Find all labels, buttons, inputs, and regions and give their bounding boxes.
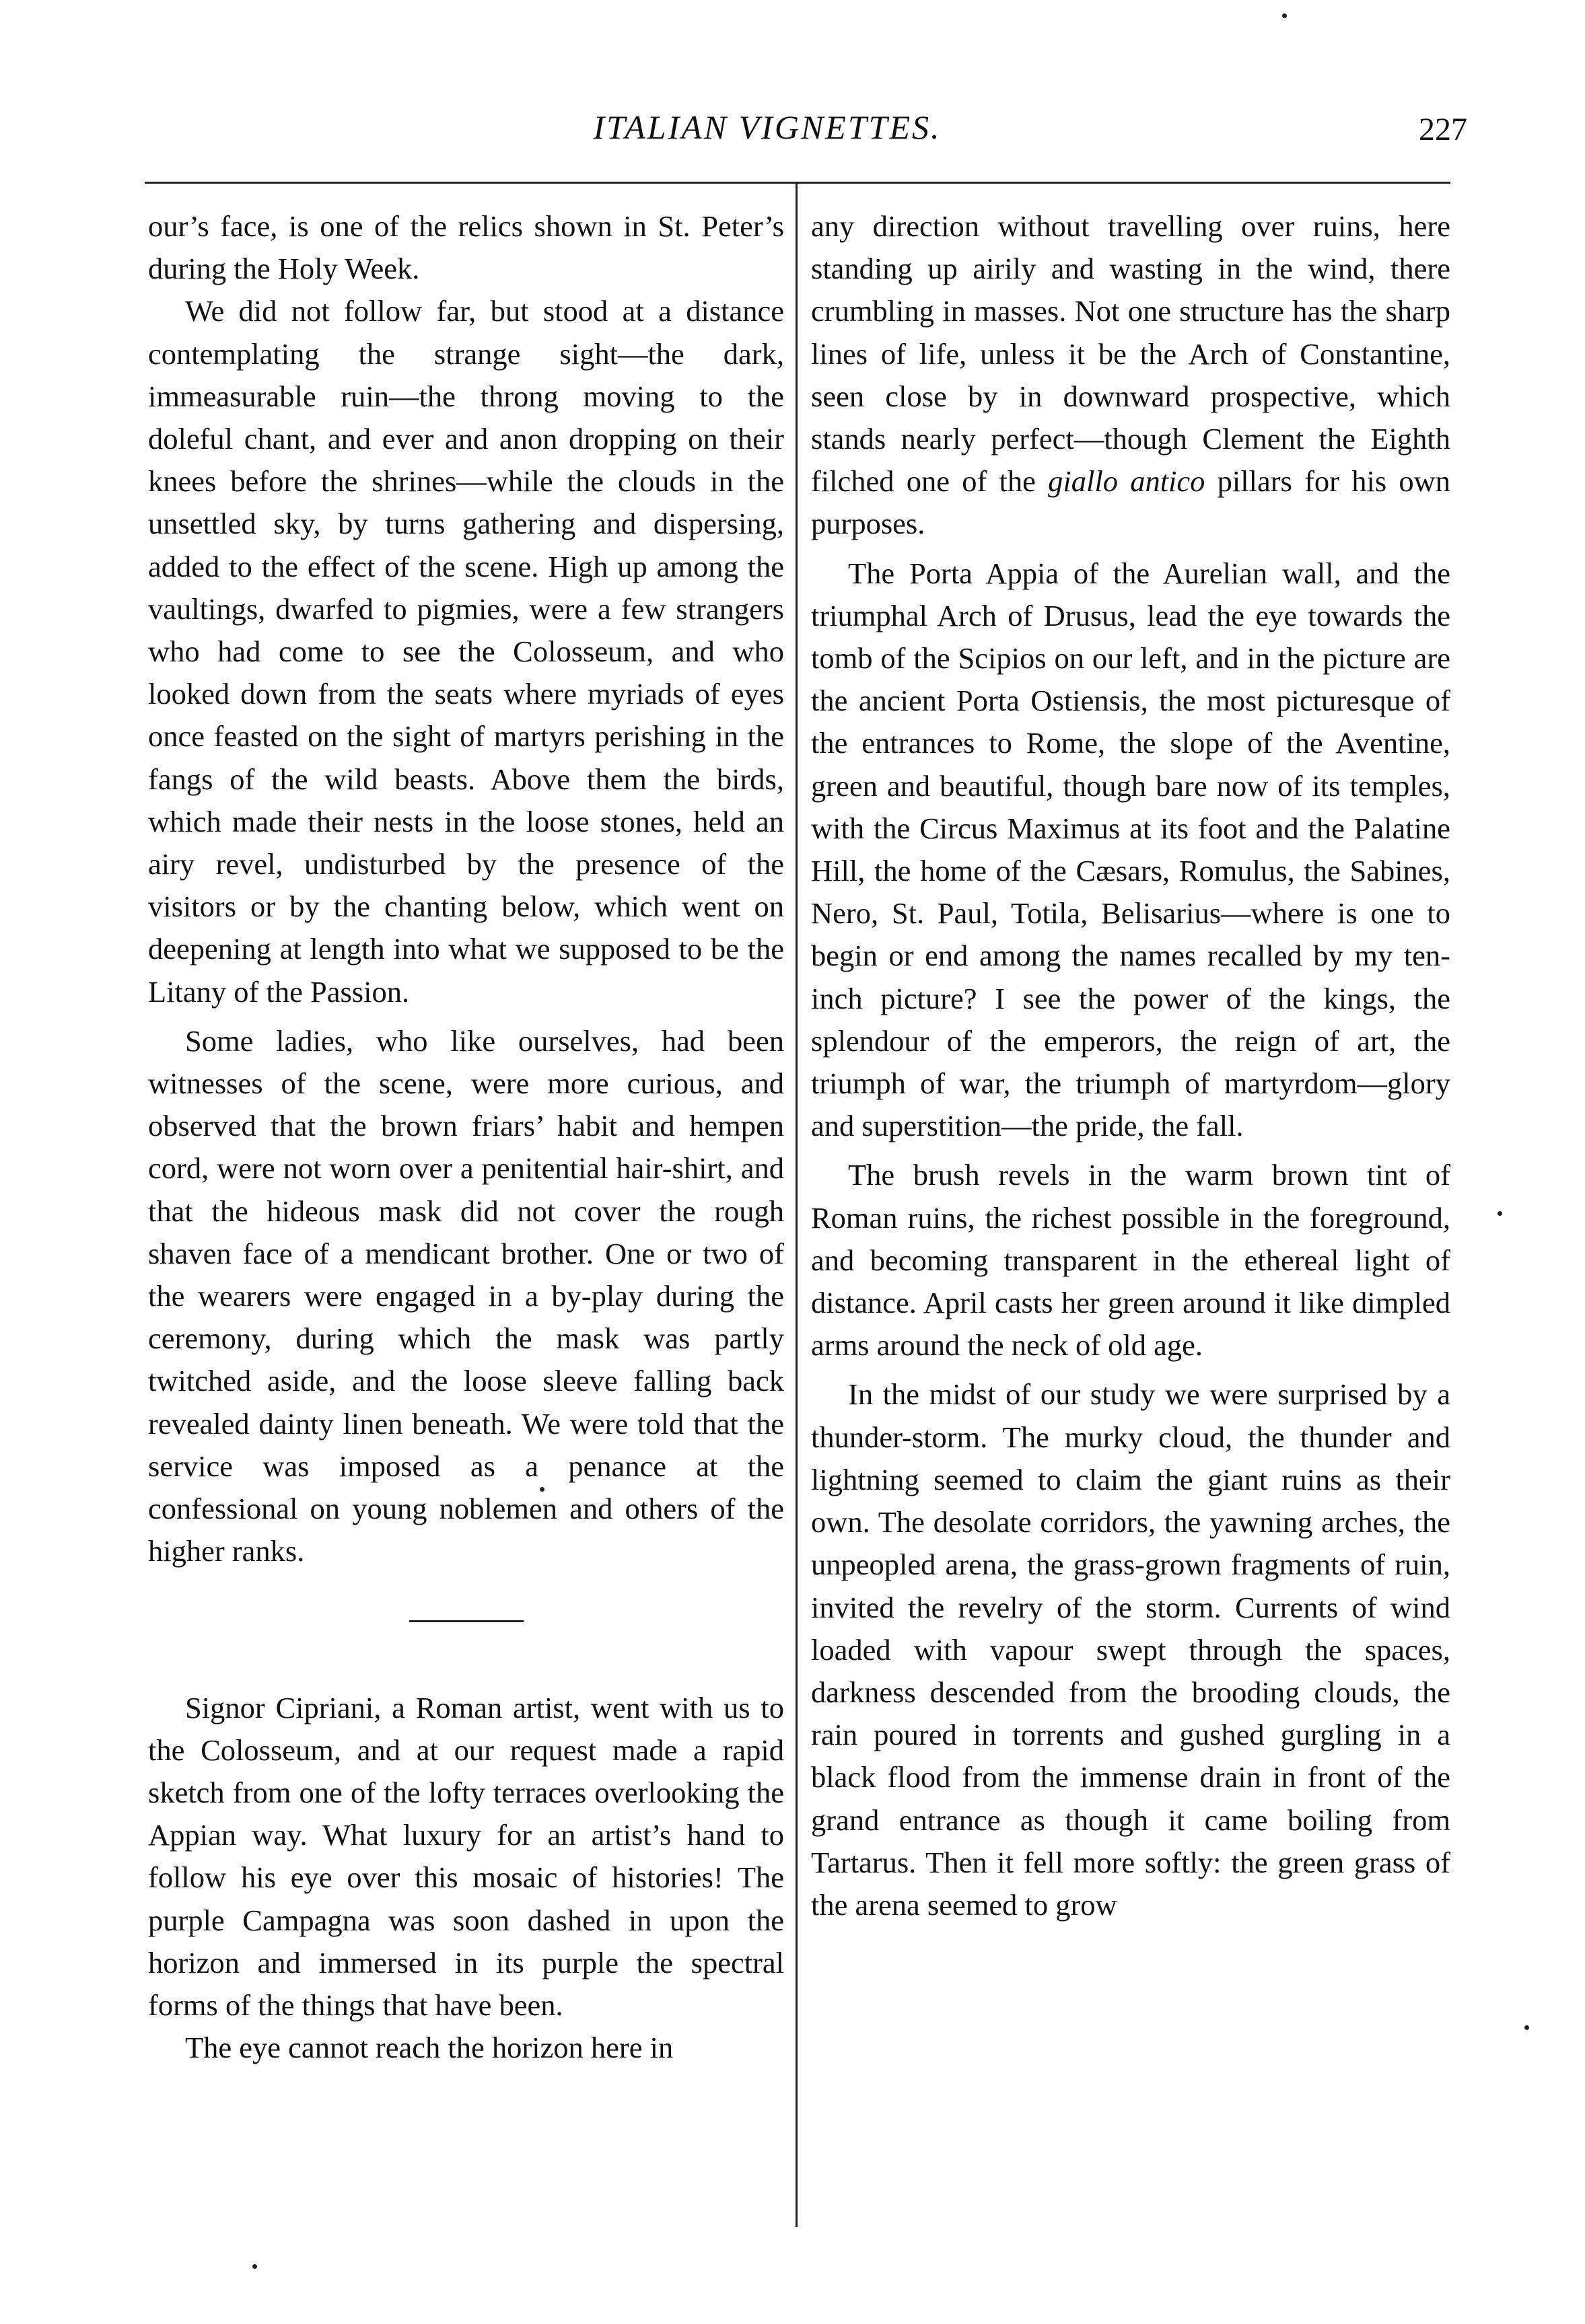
left-column (148, 205, 784, 2069)
stray-mark (540, 1487, 544, 1492)
paragraph: The eye cannot reach the horizon here in (185, 2031, 674, 2065)
right-column (811, 205, 1450, 1926)
paragraph: Signor Cipriani, a Roman artist, went with us to the Colosseum, and at our request made a rapid sketch from one of the lofty terraces overlooking the Appian way. What luxury for an artist’s hand to follow his eye over this mosaic of histories! The purple Campagna was soon dashed in upon the horizon and immersed in its purple the spectral forms of the things that have been. (148, 1690, 784, 2022)
paragraph-text: pillars for his own purposes. (811, 464, 1450, 541)
running-title: ITALIAN VIGNETTES. (593, 108, 942, 146)
paragraph-continued (811, 205, 1450, 546)
paragraph: In the midst of our study we were surprised by a thunder-storm. The murky cloud, the thunder and lightning seemed to claim the giant ruins as their own. The desolate corridors, the yawning arches, the unpeopled arena, the grass-grown fragments of ruin, invited the revelry of the storm. Currents of wind loaded with vapour swept through the spaces, darkness descended from the brooding clouds, the rain poured in torrents and gushed gurgling in a black flood from the immense drain in front of the grand entrance as though it came boiling from Tartarus. Then it fell more softly: the green grass of the arena seemed to grow (811, 1377, 1450, 1922)
italic-phrase: giallo antico (1048, 464, 1205, 499)
header-rule (145, 182, 1450, 184)
paragraph: Some ladies, who like ourselves, had been witnesses of the scene, were more curious, and observed that the brown friars’ habit and hempen cord, were not worn over a penitential hair-shirt, and that the hideous mask did not cover the rough shaven face of a mendicant brother. One or two of the wearers were engaged in a by-play during the ceremony, during which the mask was partly twitched aside, and the loose sleeve falling back revealed dainty linen beneath. We were told that the service was imposed as a penance at the confessional on young noblemen and others of the higher ranks. (148, 1023, 784, 1568)
stray-mark (1282, 13, 1287, 18)
stray-mark (1498, 1211, 1502, 1216)
paragraph-text: any direction without travelling over ruins, here standing up airily and wasting in the wind, there crumbling in masses. Not one structure has the sharp lines of life, unless it be the Arch of Constantine, seen close by in downward prospective, which stands nearly perfect—though Clement the Eighth filched one of the (811, 209, 1450, 499)
paragraph: The Porta Appia of the Aurelian wall, and the triumphal Arch of Drusus, lead the eye towards the tomb of the Scipios on our left, and in the picture are the ancient Porta Ostiensis, the most picturesque of the entrances to Rome, the slope of the Aventine, green and beautiful, though bare now of its temples, with the Circus Maximus at its foot and the Palatine Hill, the home of the Cæsars, Romulus, the Sabines, Nero, St. Paul, Totila, Belisarius—where is one to begin or end among the names recalled by my ten-inch picture? I see the power of the kings, the splendour of the emperors, the reign of art, the triumph of war, the triumph of martyrdom—glory and superstition—the pride, the fall. (811, 556, 1450, 1143)
section-break-rule (409, 1620, 524, 1622)
page-number: 227 (1419, 112, 1467, 147)
paragraph: The brush revels in the warm brown tint of Roman ruins, the richest possible in the foreground, and becoming transparent in the ethereal light of distance. April casts her green around it like dimpled arms around the neck of old age. (811, 1158, 1450, 1363)
stray-mark (1524, 2025, 1529, 2030)
paragraph: We did not follow far, but stood at a distance contemplating the strange sight—the dark, immeasurable ruin—the throng moving to the doleful chant, and ever and anon dropping on their knees before the shrines—while the clouds in the unsettled sky, by turns gathering and dispersing, added to the effect of the scene. High up among the vaultings, dwarfed to pigmies, were a few strangers who had come to see the Colosseum, and who looked down from the seats where myriads of eyes once feasted on the sight of martyrs perishing in the fangs of the wild beasts. Above them the birds, which made their nests in the loose stones, held an airy revel, undisturbed by the presence of the visitors or by the chanting below, which went on deepening at length into what we supposed to be the Litany of the Passion. (148, 294, 784, 1009)
stray-mark (252, 2264, 257, 2269)
paragraph-continued: our’s face, is one of the relics shown in St. Peter’s during the Holy Week. (148, 209, 784, 286)
column-divider (796, 182, 798, 2227)
